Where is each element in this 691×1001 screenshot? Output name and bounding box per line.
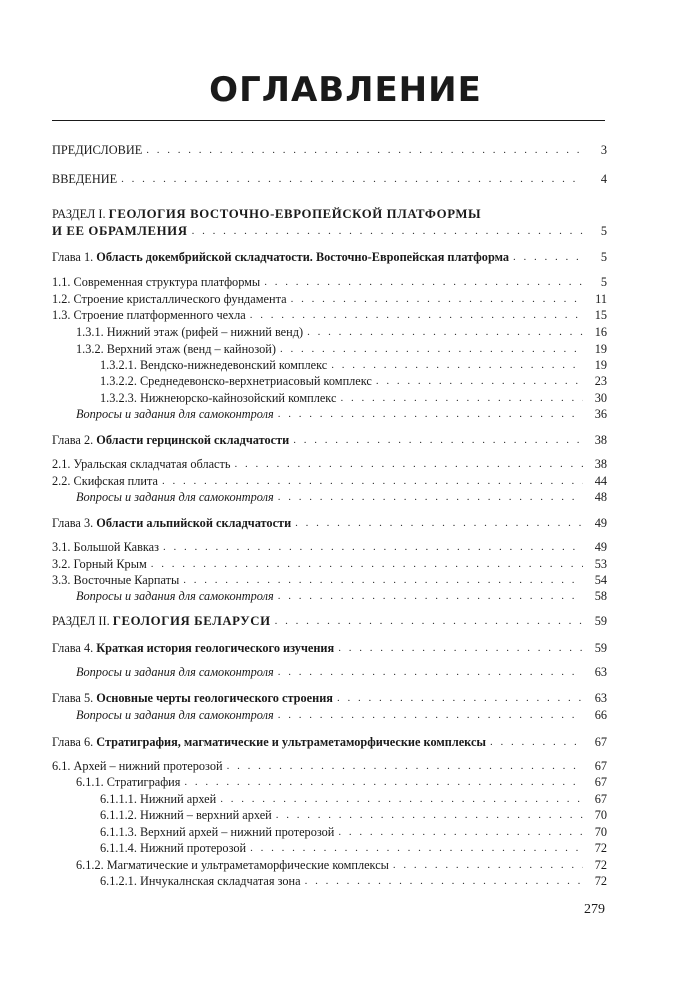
entry-page: 48 — [594, 490, 607, 504]
entry-text: Вопросы и задания для самоконтроля — [76, 589, 274, 603]
entry-page: 63 — [594, 665, 607, 679]
entry-page: 36 — [594, 407, 607, 421]
toc-entry-1-3-1[interactable] — [76, 323, 607, 339]
entry-page: 53 — [594, 557, 607, 571]
toc-entry-1-1[interactable] — [52, 273, 607, 289]
entry-page: 49 — [594, 516, 607, 530]
toc-entry-3-3[interactable] — [52, 571, 607, 587]
leader-dots — [121, 172, 583, 186]
leader-dots — [250, 841, 583, 855]
entry-page: 72 — [594, 841, 607, 855]
section-title: ГЕОЛОГИЯ БЕЛАРУСИ — [112, 614, 271, 628]
leader-dots — [278, 589, 583, 603]
entry-text: 1.1. Современная структура платформы — [52, 275, 261, 289]
entry-page: 23 — [594, 374, 607, 388]
toc-entry-questions-ch3[interactable] — [76, 587, 607, 603]
leader-dots — [278, 490, 583, 504]
chapter-prefix: Глава 4. — [52, 641, 94, 655]
entry-page: 38 — [594, 457, 607, 471]
leader-dots — [338, 825, 583, 839]
entry-text: 1.3.2.3. Нижнеюрско-кайнозойский комплекс — [100, 391, 337, 405]
entry-text: 3.3. Восточные Карпаты — [52, 573, 180, 587]
entry-text: 6.1.1.3. Верхний архей – нижний протерозой — [100, 825, 335, 839]
toc-entry-6-1[interactable] — [52, 757, 607, 773]
leader-dots — [338, 641, 583, 655]
entry-page: 67 — [594, 792, 607, 806]
chapter-title: Краткая история геологического изучения — [96, 641, 335, 655]
toc-entry-1-3-2-3[interactable] — [100, 389, 607, 405]
toc-chapter-2[interactable] — [52, 431, 607, 447]
entry-page: 72 — [594, 858, 607, 872]
leader-dots — [183, 573, 583, 587]
chapter-prefix: Глава 3. — [52, 516, 94, 530]
toc-entry-1-3-2-1[interactable] — [100, 356, 607, 372]
entry-text: 6.1.2. Магматические и ультраметаморфические комплексы — [76, 858, 389, 872]
entry-text: 6.1. Архей – нижний протерозой — [52, 759, 223, 773]
entry-text: 1.3.1. Нижний этаж (рифей – нижний венд) — [76, 325, 304, 339]
leader-dots — [184, 775, 583, 789]
entry-page: 4 — [600, 172, 607, 186]
leader-dots — [278, 708, 583, 722]
entry-page: 5 — [600, 224, 607, 238]
entry-page: 58 — [594, 589, 607, 603]
page-title: ОГЛАВЛЕНИЕ — [209, 70, 482, 110]
entry-text: 1.3. Строение платформенного чехла — [52, 308, 246, 322]
entry-page: 70 — [594, 825, 607, 839]
leader-dots — [291, 292, 583, 306]
chapter-title: Область докембрийской складчатости. Восточно-Европейская платформа — [96, 250, 510, 264]
toc-chapter-3[interactable] — [52, 514, 607, 530]
leader-dots — [192, 224, 583, 238]
entry-page: 15 — [594, 308, 607, 322]
entry-page: 5 — [600, 275, 607, 289]
entry-text: 6.1.1.1. Нижний архей — [100, 792, 217, 806]
entry-page: 67 — [594, 759, 607, 773]
entry-page: 67 — [594, 775, 607, 789]
toc-entry-1-3-2[interactable] — [76, 340, 607, 356]
leader-dots — [220, 792, 583, 806]
toc-entry-1-2[interactable] — [52, 290, 607, 306]
section-title-line2: И ЕЕ ОБРАМЛЕНИЯ — [52, 224, 188, 238]
entry-text: 3.2. Горный Крым — [52, 557, 147, 571]
entry-text: 6.1.2.1. Инчукалнская складчатая зона — [100, 874, 301, 888]
leader-dots — [307, 325, 583, 339]
section-prefix: РАЗДЕЛ I. — [52, 207, 106, 221]
entry-text: ВВЕДЕНИЕ — [52, 172, 118, 186]
toc-chapter-5[interactable] — [52, 689, 607, 705]
entry-text: Вопросы и задания для самоконтроля — [76, 490, 274, 504]
toc-entry-3-1[interactable] — [52, 538, 607, 554]
entry-text: Вопросы и задания для самоконтроля — [76, 407, 274, 421]
toc-entry-6-1-1-4[interactable] — [100, 839, 607, 855]
entry-text: 6.1.1. Стратиграфия — [76, 775, 181, 789]
entry-page: 54 — [594, 573, 607, 587]
entry-page: 19 — [594, 358, 607, 372]
entry-page: 38 — [594, 433, 607, 447]
leader-dots — [278, 407, 583, 421]
leader-dots — [264, 275, 583, 289]
leader-dots — [376, 374, 583, 388]
section-prefix: РАЗДЕЛ II. — [52, 614, 110, 628]
toc-entry-2-2[interactable] — [52, 472, 607, 488]
entry-text: 2.1. Уральская складчатая область — [52, 457, 231, 471]
entry-text: 6.1.1.2. Нижний – верхний архей — [100, 808, 272, 822]
entry-page: 49 — [594, 540, 607, 554]
leader-dots — [227, 759, 583, 773]
entry-page: 63 — [594, 691, 607, 705]
chapter-prefix: Глава 5. — [52, 691, 94, 705]
leader-dots — [235, 457, 584, 471]
leader-dots — [278, 665, 583, 679]
entry-page: 19 — [594, 342, 607, 356]
entry-text: 2.2. Скифская плита — [52, 474, 158, 488]
leader-dots — [162, 474, 583, 488]
entry-page: 67 — [594, 735, 607, 749]
toc-entry-questions-ch2[interactable] — [76, 488, 607, 504]
entry-text: 1.3.2.2. Среднедевонско-верхнетриасовый комплекс — [100, 374, 372, 388]
chapter-title: Области герцинской складчатости — [96, 433, 290, 447]
toc-entry-6-1-1[interactable] — [76, 773, 607, 789]
leader-dots — [337, 691, 583, 705]
toc-entry-6-1-2-1[interactable] — [100, 872, 607, 888]
leader-dots — [295, 516, 583, 530]
entry-page: 5 — [600, 250, 607, 264]
toc-entry-2-1[interactable] — [52, 455, 607, 471]
toc-chapter-4[interactable] — [52, 639, 607, 655]
entry-text: Вопросы и задания для самоконтроля — [76, 665, 274, 679]
leader-dots — [250, 308, 583, 322]
entry-page: 44 — [594, 474, 607, 488]
entry-page: 72 — [594, 874, 607, 888]
entry-text: 1.2. Строение кристаллического фундамента — [52, 292, 287, 306]
chapter-title: Стратиграфия, магматические и ультраметаморфические комплексы — [96, 735, 487, 749]
toc-entry-questions-ch1[interactable] — [76, 405, 607, 421]
chapter-prefix: Глава 6. — [52, 735, 94, 749]
chapter-prefix: Глава 2. — [52, 433, 94, 447]
toc-entry-1-3-2-2[interactable] — [100, 372, 607, 388]
toc-entry-questions-ch4[interactable] — [76, 663, 607, 679]
toc-chapter-1[interactable] — [52, 248, 607, 264]
chapter-title: Основные черты геологического строения — [96, 691, 333, 705]
chapter-prefix: Глава 1. — [52, 250, 94, 264]
leader-dots — [490, 735, 583, 749]
leader-dots — [146, 143, 583, 157]
toc-entry-6-1-1-1[interactable] — [100, 790, 607, 806]
toc-entry-1-3[interactable] — [52, 306, 607, 322]
entry-page: 70 — [594, 808, 607, 822]
leader-dots — [151, 557, 583, 571]
entry-text: 6.1.1.4. Нижний протерозой — [100, 841, 247, 855]
entry-text: 1.3.2. Верхний этаж (венд – кайнозой) — [76, 342, 276, 356]
entry-page: 66 — [594, 708, 607, 722]
entry-page: 11 — [595, 292, 607, 306]
toc-entry-introduction[interactable] — [52, 170, 607, 186]
toc-entry-questions-ch5[interactable] — [76, 706, 607, 722]
toc-entry-6-1-1-2[interactable] — [100, 806, 607, 822]
leader-dots — [276, 808, 583, 822]
entry-text: ПРЕДИСЛОВИЕ — [52, 143, 143, 157]
title-rule — [52, 120, 605, 121]
leader-dots — [331, 358, 583, 372]
leader-dots — [293, 433, 583, 447]
toc-chapter-6[interactable] — [52, 733, 607, 749]
chapter-title: Области альпийской складчатости — [96, 516, 292, 530]
section-title: ГЕОЛОГИЯ ВОСТОЧНО-ЕВРОПЕЙСКОЙ ПЛАТФОРМЫ — [108, 207, 482, 221]
leader-dots — [280, 342, 583, 356]
toc-section-2[interactable] — [52, 612, 607, 628]
entry-page: 59 — [594, 614, 607, 628]
toc-entry-6-1-1-3[interactable] — [100, 823, 607, 839]
toc-entry-3-2[interactable] — [52, 555, 607, 571]
entry-page: 3 — [600, 143, 607, 157]
leader-dots — [275, 614, 583, 628]
toc-section-1-heading[interactable] — [52, 207, 607, 222]
leader-dots — [513, 250, 583, 264]
toc-entry-preface[interactable] — [52, 141, 607, 157]
entry-text: Вопросы и задания для самоконтроля — [76, 708, 274, 722]
entry-page: 59 — [594, 641, 607, 655]
entry-text: 1.3.2.1. Вендско-нижнедевонский комплекс — [100, 358, 328, 372]
leader-dots — [305, 874, 583, 888]
leader-dots — [340, 391, 583, 405]
toc-entry-6-1-2[interactable] — [76, 856, 607, 872]
entry-page: 16 — [594, 325, 607, 339]
leader-dots — [393, 858, 583, 872]
page-number: 279 — [584, 902, 605, 917]
leader-dots — [163, 540, 583, 554]
entry-page: 30 — [594, 391, 607, 405]
toc-section-1[interactable] — [52, 222, 607, 238]
entry-text: 3.1. Большой Кавказ — [52, 540, 159, 554]
